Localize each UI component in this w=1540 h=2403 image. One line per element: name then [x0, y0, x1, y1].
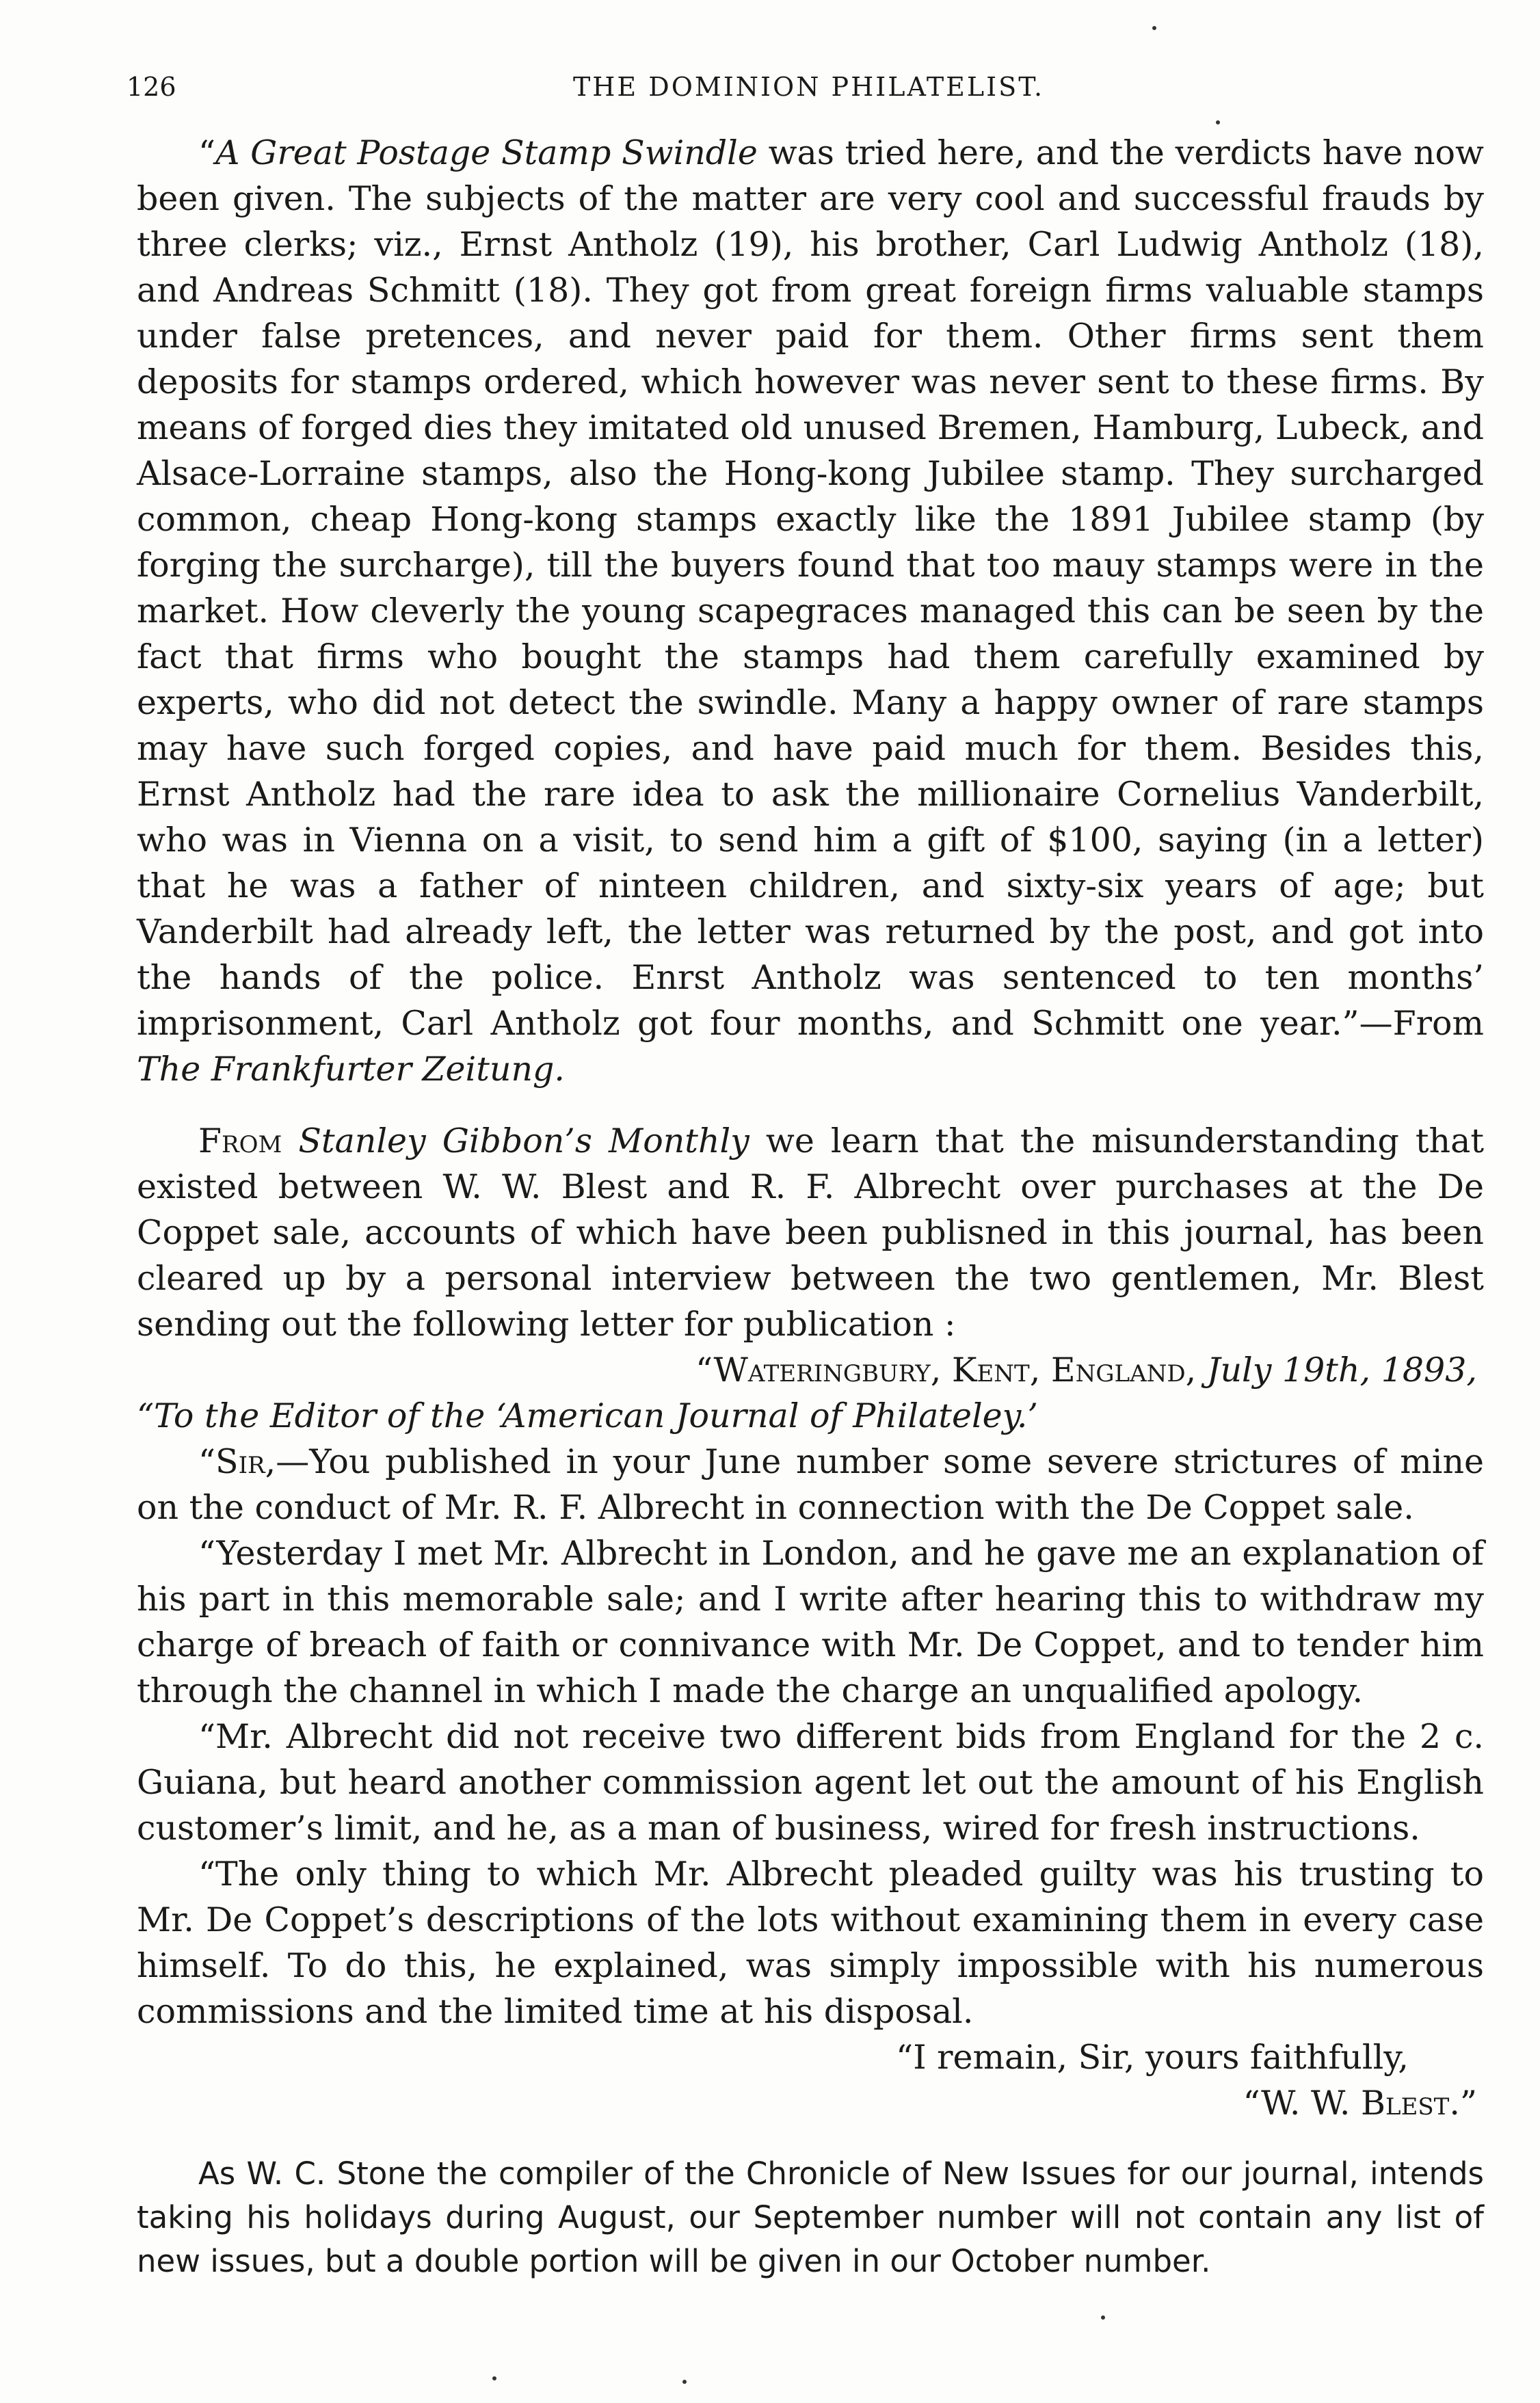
- print-speck: [1101, 2315, 1105, 2320]
- letter-closing: “I remain, Sir, yours faithfully,: [896, 2038, 1409, 2077]
- print-speck: [1216, 120, 1220, 124]
- new-issues-notice: As W. C. Stone the compiler of the Chronicle of New Issues for our journal, intends taking his holidays during August, our September number will not contain any list of new issues, but a double portion will be given in our October number.: [137, 2155, 1484, 2279]
- print-speck: [1152, 26, 1156, 30]
- section-gap-2: [137, 2126, 1484, 2152]
- print-speck: [492, 2376, 496, 2380]
- letter-addressee: “To the Editor of the ‘American Journal of Philateley.’: [137, 1396, 1038, 1435]
- article-title: A Great Postage Stamp Swindle: [215, 133, 758, 172]
- intro-text: we learn that the misunderstanding that existed between W. W. Blest and R. F. Albrecht over purchases at the De Coppet sale, accounts of which have been publisned in this journal, has been cleared up by a personal interview between the two gentlemen, Mr. Blest sending out the following letter for publication :: [137, 1121, 1485, 1344]
- print-speck: [682, 2380, 687, 2384]
- albrecht-article-intro: [137, 1118, 1484, 1347]
- page-number: 126: [127, 72, 176, 102]
- section-gap: [137, 1092, 1484, 1118]
- letter-paragraph-1-text: —You published in your June number some severe strictures of mine on the conduct of Mr. R. F. Albrecht in connection with the De Coppet sale.: [137, 1442, 1484, 1527]
- letter-signature: “W. W. Blest.”: [1243, 2084, 1477, 2123]
- letter-salutation: “Sir,: [198, 1442, 276, 1481]
- page-header: [127, 65, 1491, 120]
- article-source: The Frankfurter Zeitung.: [137, 1050, 565, 1089]
- letter-dateline: [137, 1347, 1484, 1393]
- letter-paragraph-1: [137, 1439, 1484, 1530]
- letter-paragraph-4: “The only thing to which Mr. Albrecht pleaded guilty was his trusting to Mr. De Coppet’s descriptions of the lots without examining them in every case himself. To do this, he explained, was simply impossible with his numerous commissions and the limited time at his disposal.: [137, 1855, 1484, 2031]
- article-body: was tried here, and the verdicts have now been given. The subjects of the matter are very cool and successful frauds by three clerks; viz., Ernst Antholz (19), his brother, Carl Ludwig Antholz (18), and Andreas Schmitt (18). They got from great foreign firms valuable stamps under false pretences, and never paid for them. Other firms sent them deposits for stamps ordered, which however was never sent to these firms. By means of forged dies they imitated old unused Bremen, Hamburg, Lubeck, and Alsace-Lorraine stamps, also the Hong-kong Jubilee stamp. They surcharged common, cheap Hong-kong stamps exactly like the 1891 Jubilee stamp (by forging the surcharge), till the buyers found that too mauy stamps were in the market. How cleverly the young scapegraces managed this can be seen by the fact that firms who bought the stamps had them carefully examined by experts, who did not detect the swindle. Many a happy owner of rare stamps may have such forged copies, and have paid much for them. Besides this, Ernst Antholz had the rare idea to ask the millionaire Cornelius Vanderbilt, who was in Vienna on a visit, to send him a gift of $100, saying (in a letter) that he was a father of ninteen children, and sixty-six years of age; but Vanderbilt had already left, the letter was returned by the post, and got into the hands of the police. Enrst Antholz was sentenced to ten months’ imprisonment, Carl Antholz got four months, and Schmitt one year.”—From: [137, 133, 1484, 1043]
- open-quote: “: [198, 133, 216, 172]
- source-title: Stanley Gibbon’s Monthly: [298, 1121, 749, 1160]
- swindle-article: [137, 130, 1484, 1092]
- lead-word: From: [198, 1121, 282, 1160]
- page-body: [137, 130, 1484, 2283]
- letter-paragraph-3: “Mr. Albrecht did not receive two different bids from England for the 2 c. Guiana, but heard another commission agent let out the amount of his English customer’s limit, and he, as a man of business, wired for fresh instructions.: [137, 1717, 1484, 1848]
- letter-place: “Wateringbury, Kent, England,: [695, 1351, 1197, 1390]
- letter-paragraph-2: “Yesterday I met Mr. Albrecht in London, and he gave me an explanation of his part in this memorable sale; and I write after hearing this to withdraw my charge of breach of faith or connivance with Mr. De Coppet, and to tender him through the channel in which I made the charge an unqualified apology.: [137, 1534, 1484, 1710]
- letter-date: July 19th, 1893,: [1206, 1351, 1477, 1390]
- running-title: THE DOMINION PHILATELIST.: [572, 72, 1045, 102]
